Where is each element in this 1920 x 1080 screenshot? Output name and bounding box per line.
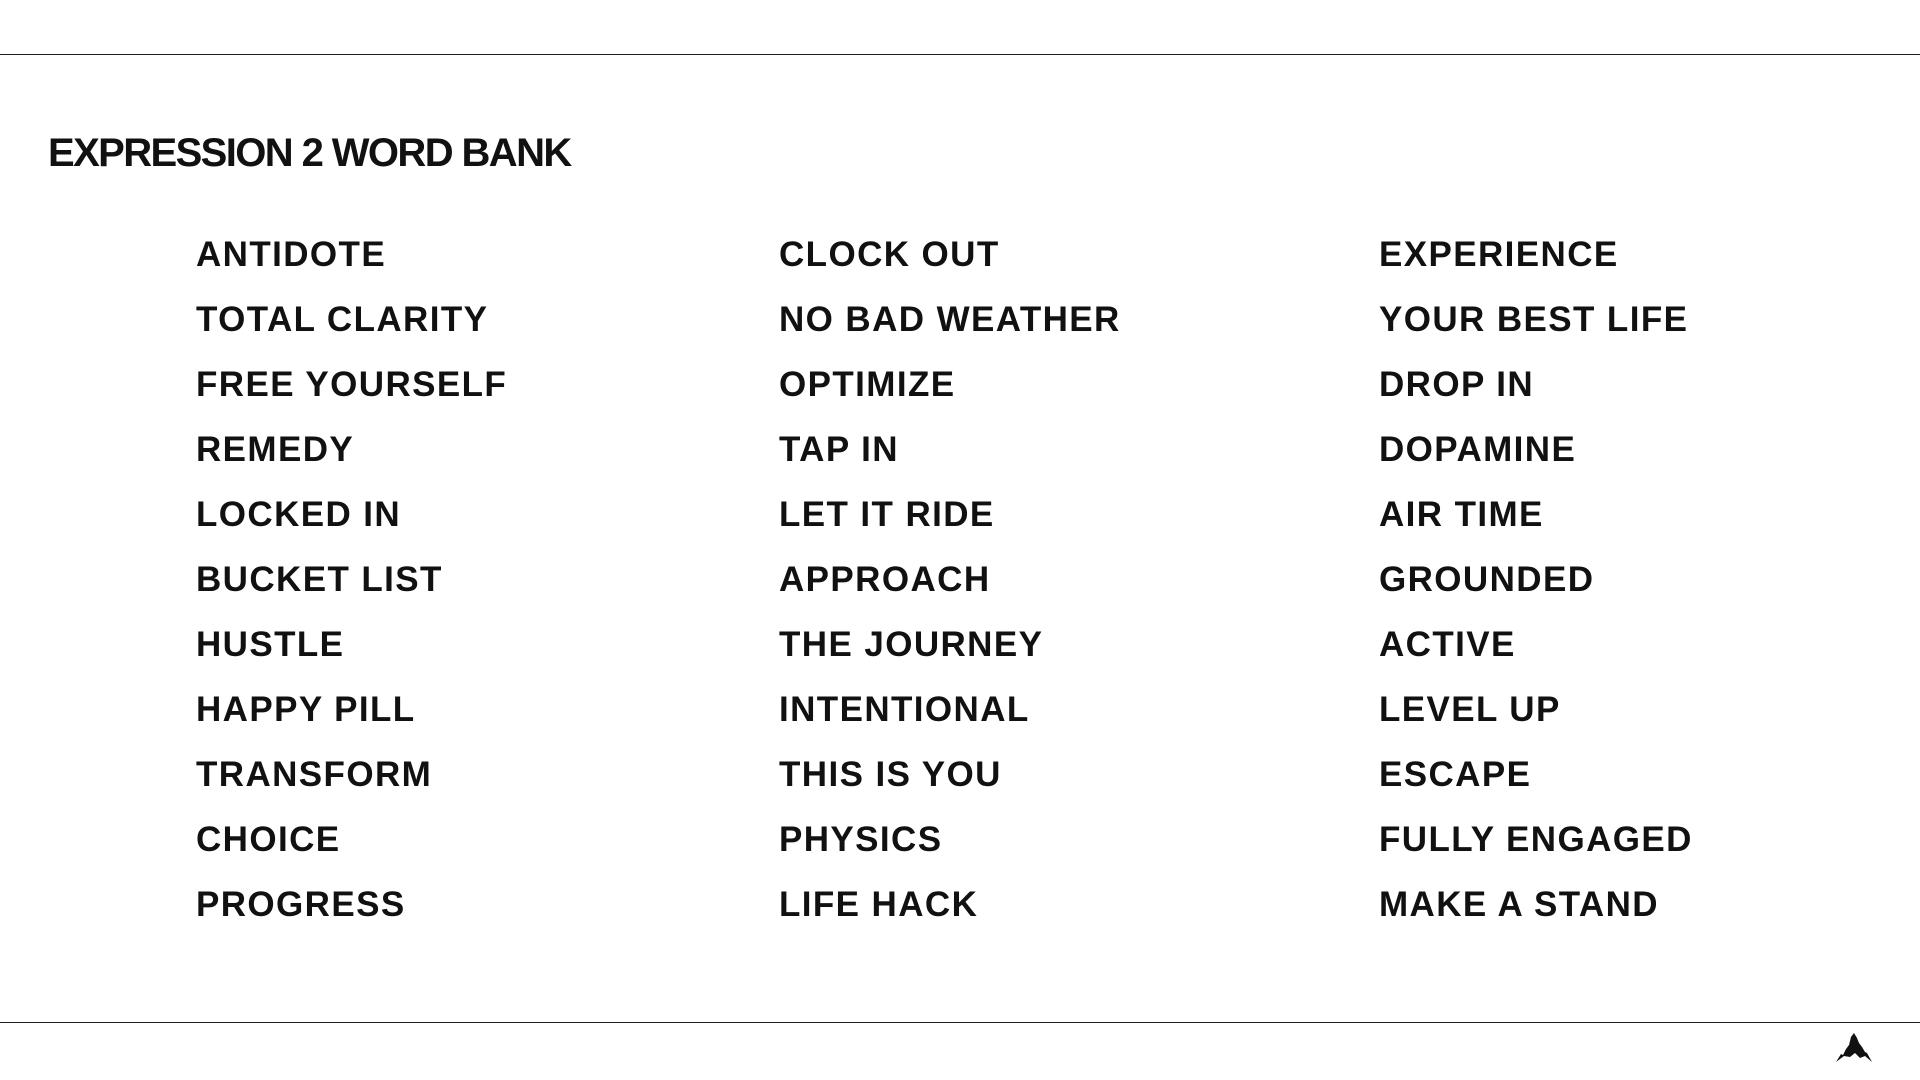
word-item: OPTIMIZE (779, 365, 956, 404)
word-item: LIFE HACK (779, 885, 979, 924)
word-item: BUCKET LIST (196, 560, 443, 599)
word-item: ESCAPE (1379, 755, 1532, 794)
word-item: AIR TIME (1379, 495, 1544, 534)
word-item: EXPERIENCE (1379, 235, 1619, 274)
word-item: HAPPY PILL (196, 690, 416, 729)
word-item: HUSTLE (196, 625, 345, 664)
word-item: FREE YOURSELF (196, 365, 508, 404)
word-item: TAP IN (779, 430, 899, 469)
bottom-divider (0, 1022, 1920, 1023)
word-column-3 (1379, 236, 1693, 951)
word-item: GROUNDED (1379, 560, 1595, 599)
word-item: CHOICE (196, 820, 341, 859)
word-item: ACTIVE (1379, 625, 1516, 664)
word-item: ANTIDOTE (196, 235, 387, 274)
word-item: DROP IN (1379, 365, 1535, 404)
word-item: DOPAMINE (1379, 430, 1577, 469)
mountain-peak-icon (1836, 1033, 1872, 1063)
word-item: CLOCK OUT (779, 235, 1000, 274)
word-item: LET IT RIDE (779, 495, 995, 534)
word-item: THIS IS YOU (779, 755, 1002, 794)
word-item: INTENTIONAL (779, 690, 1030, 729)
word-item: MAKE A STAND (1379, 885, 1659, 924)
word-item: LEVEL UP (1379, 690, 1561, 729)
top-divider (0, 54, 1920, 55)
word-item: YOUR BEST LIFE (1379, 300, 1689, 339)
word-item: NO BAD WEATHER (779, 300, 1121, 339)
word-item: PHYSICS (779, 820, 943, 859)
word-item: REMEDY (196, 430, 355, 469)
page-title: EXPRESSION 2 WORD BANK (48, 130, 571, 175)
word-item: TRANSFORM (196, 755, 433, 794)
word-item: LOCKED IN (196, 495, 402, 534)
word-item: FULLY ENGAGED (1379, 820, 1693, 859)
word-item: APPROACH (779, 560, 991, 599)
word-item: THE JOURNEY (779, 625, 1044, 664)
word-column-2 (779, 236, 1121, 951)
word-item: TOTAL CLARITY (196, 300, 489, 339)
word-column-1 (196, 236, 507, 951)
word-item: PROGRESS (196, 885, 406, 924)
